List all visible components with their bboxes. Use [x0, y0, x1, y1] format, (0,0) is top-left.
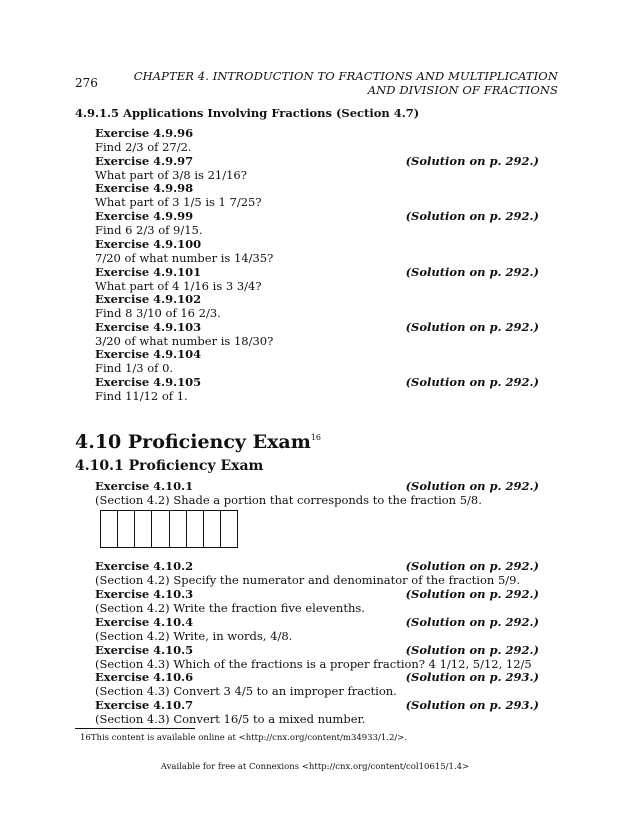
solution-link[interactable]: (Solution on p. 292.) — [405, 587, 539, 601]
exercise — [95, 154, 539, 182]
grid-cell — [203, 511, 220, 547]
running-header-line1: CHAPTER 4. INTRODUCTION TO FRACTIONS AND MULTIPLICATION — [133, 69, 558, 83]
exercise-title: Exercise 4.9.96 — [95, 126, 194, 140]
page-footer: Available for free at Connexions <http://cnx.org/content/col10615/1.4> — [160, 762, 470, 772]
running-header-line2: AND DIVISION OF FRACTIONS — [367, 83, 558, 97]
exercise — [95, 587, 539, 615]
exercise-title: Exercise 4.9.103 — [95, 320, 202, 334]
exercise-text: (Section 4.2) Write, in words, 4/8. — [95, 629, 293, 643]
exercise-text: (Section 4.2) Specify the numerator and denominator of the fraction 5/9. — [95, 573, 521, 587]
exercise — [95, 292, 539, 320]
grid-cell — [101, 511, 117, 547]
exercise-title: Exercise 4.10.3 — [95, 587, 194, 601]
shading-grid — [100, 510, 238, 548]
exercise-text: (Section 4.3) Convert 3 4/5 to an improper fraction. — [95, 684, 397, 698]
exercise-text: What part of 3/8 is 21/16? — [95, 168, 247, 182]
exercise — [95, 209, 539, 237]
solution-link[interactable]: (Solution on p. 292.) — [405, 209, 539, 223]
exercise-text: (Section 4.2) Shade a portion that corresponds to the fraction 5/8. — [95, 493, 482, 507]
solution-link[interactable]: (Solution on p. 292.) — [405, 154, 539, 168]
grid-cell — [169, 511, 186, 547]
grid-cell — [186, 511, 203, 547]
exercise-title: Exercise 4.9.99 — [95, 209, 194, 223]
solution-link[interactable]: (Solution on p. 292.) — [405, 265, 539, 279]
exercise — [95, 126, 539, 154]
grid-cell — [151, 511, 168, 547]
exercise-title: Exercise 4.10.2 — [95, 559, 194, 573]
exercise-title: Exercise 4.9.101 — [95, 265, 202, 279]
exercise — [95, 615, 539, 643]
exercise-text: 3/20 of what number is 18/30? — [95, 334, 274, 348]
subsection-heading: 4.9.1.5 Applications Involving Fractions (Section 4.7) — [75, 106, 420, 120]
exercise-title: Exercise 4.9.102 — [95, 292, 202, 306]
solution-link[interactable]: (Solution on p. 292.) — [405, 375, 539, 389]
solution-link[interactable]: (Solution on p. 292.) — [405, 479, 539, 493]
grid-cell — [220, 511, 237, 547]
exercise — [95, 698, 539, 726]
exercise-text: Find 8 3/10 of 16 2/3. — [95, 306, 221, 320]
exercise-text: What part of 4 1/16 is 3 3/4? — [95, 279, 262, 293]
exercise-title: Exercise 4.9.105 — [95, 375, 202, 389]
exercise — [95, 265, 539, 293]
exercise-text: What part of 3 1/5 is 1 7/25? — [95, 195, 262, 209]
footnote: 16This content is available online at <http://cnx.org/content/m34933/1.2/>. — [80, 733, 408, 743]
exercise-title: Exercise 4.10.4 — [95, 615, 194, 629]
exercise — [95, 320, 539, 348]
exercise — [95, 347, 539, 375]
exercise-text: Find 6 2/3 of 9/15. — [95, 223, 203, 237]
exercise-title: Exercise 4.9.100 — [95, 237, 202, 251]
exercise-title: Exercise 4.10.1 — [95, 479, 194, 493]
exercise-title: Exercise 4.9.98 — [95, 181, 194, 195]
exercise-text: (Section 4.3) Which of the fractions is a proper fraction? 4 1/12, 5/12, 12/5 — [95, 657, 532, 671]
exercise-text: Find 1/3 of 0. — [95, 361, 174, 375]
exercise-title: Exercise 4.9.104 — [95, 347, 202, 361]
grid-cell — [134, 511, 151, 547]
subsection-heading-proficiency: 4.10.1 Proficiency Exam — [75, 458, 264, 474]
solution-link[interactable]: (Solution on p. 292.) — [405, 320, 539, 334]
exercise-text: Find 11/12 of 1. — [95, 389, 188, 403]
exercise — [95, 670, 539, 698]
exercise — [95, 559, 539, 587]
exercise-title: Exercise 4.10.7 — [95, 698, 194, 712]
exercise-text: (Section 4.2) Write the fraction five elevenths. — [95, 601, 365, 615]
solution-link[interactable]: (Solution on p. 292.) — [405, 643, 539, 657]
exercise — [95, 237, 539, 265]
exercise-title: Exercise 4.10.5 — [95, 643, 194, 657]
footnote-marker: 16 — [310, 433, 321, 442]
exercise — [95, 479, 539, 507]
exercise — [95, 643, 539, 671]
exercise — [95, 181, 539, 209]
page-number: 276 — [75, 76, 98, 90]
exercise-text: Find 2/3 of 27/2. — [95, 140, 192, 154]
exercise-text: (Section 4.3) Convert 16/5 to a mixed number. — [95, 712, 366, 726]
exercise — [95, 375, 539, 403]
running-header — [134, 69, 558, 97]
section-heading — [75, 431, 321, 453]
exercise-title: Exercise 4.10.6 — [95, 670, 194, 684]
solution-link[interactable]: (Solution on p. 292.) — [405, 559, 539, 573]
footnote-rule — [75, 728, 195, 729]
exercise-text: 7/20 of what number is 14/35? — [95, 251, 274, 265]
section-title: 4.10 Proficiency Exam — [75, 431, 311, 453]
exercise-title: Exercise 4.9.97 — [95, 154, 194, 168]
solution-link[interactable]: (Solution on p. 293.) — [405, 670, 539, 684]
grid-cell — [117, 511, 134, 547]
solution-link[interactable]: (Solution on p. 292.) — [405, 615, 539, 629]
solution-link[interactable]: (Solution on p. 293.) — [405, 698, 539, 712]
